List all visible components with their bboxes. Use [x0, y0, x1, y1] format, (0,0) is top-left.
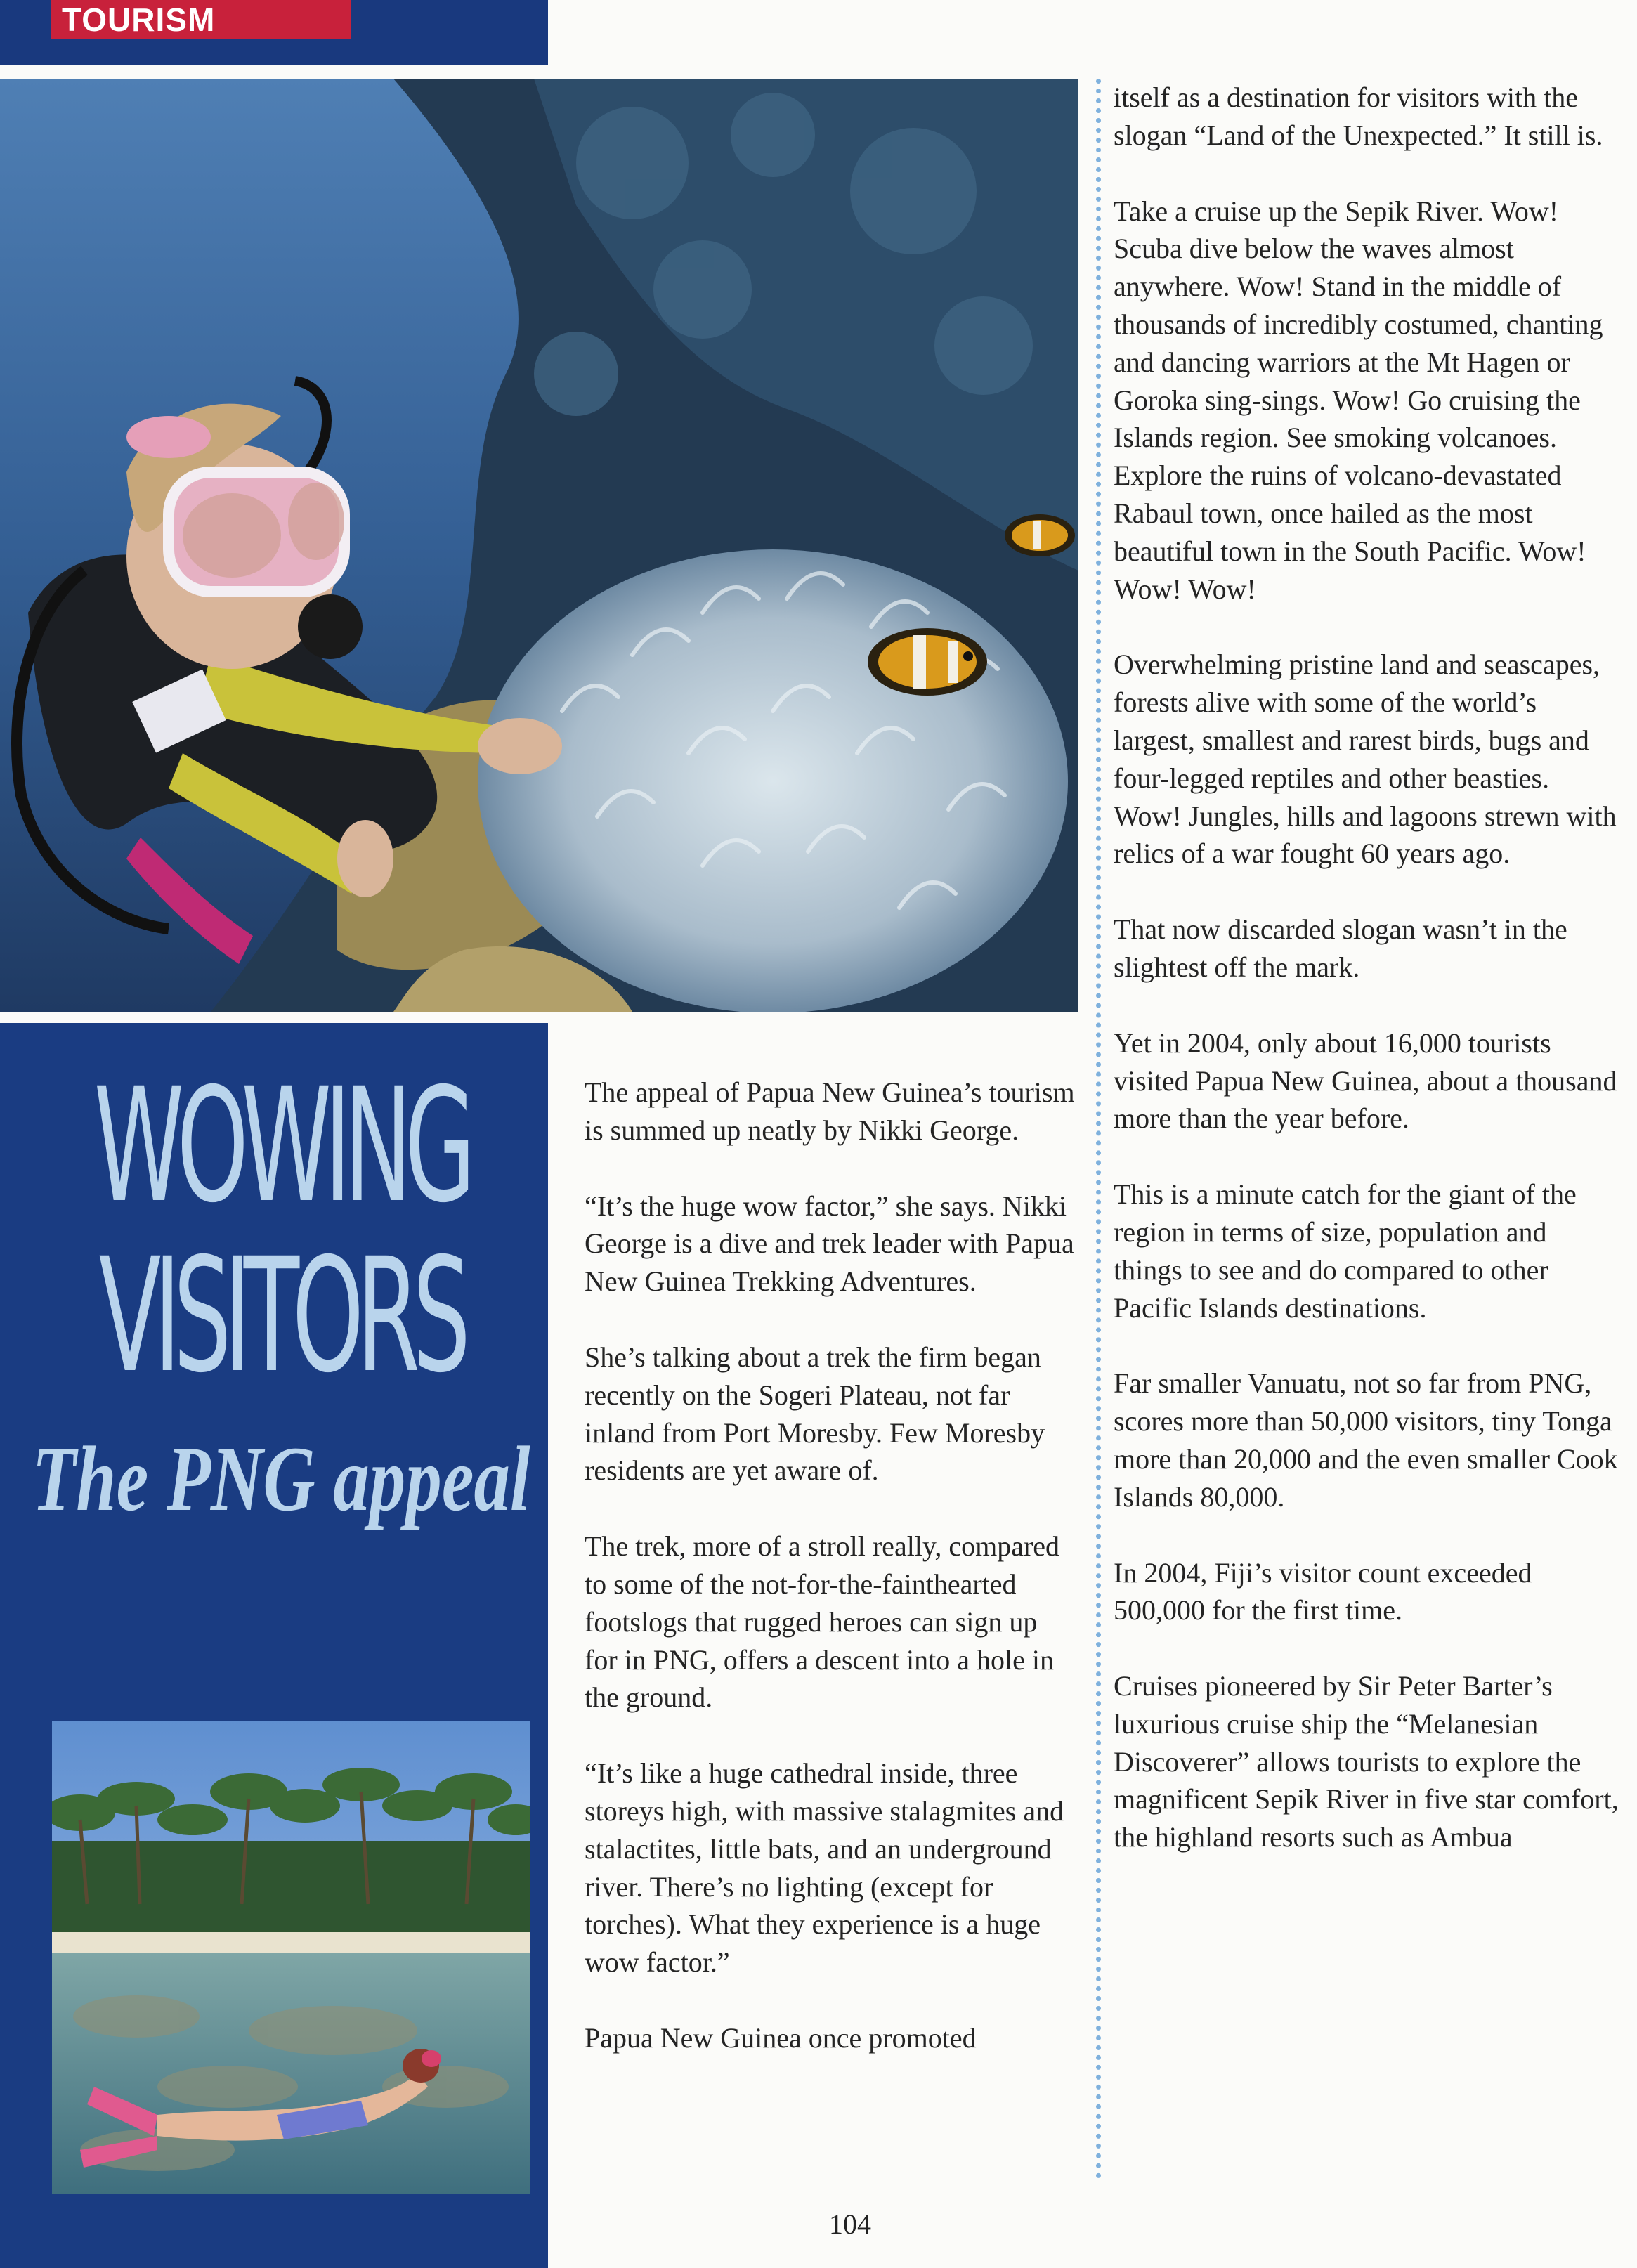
paragraph: This is a minute catch for the giant of the region in terms of size, population and things to see and do compared to other Pacific Islands destinations.	[1114, 1178, 1577, 1324]
subheadline	[32, 1426, 530, 1532]
headline-line-1: WOWING	[93, 1054, 469, 1237]
article-right-column	[1114, 79, 1619, 1894]
paragraph: “It’s like a huge cathedral inside, three storeys high, with massive stalagmites and stalactites, little bats, and an underground river. There’s no lighting (except for torches). What they experience is a huge wow factor.”	[585, 1757, 1064, 1979]
paragraph: “It’s the huge wow factor,” she says. Nikki George is a dive and trek leader with Papua New Guinea Trekking Adventures.	[585, 1190, 1074, 1298]
paragraph: Far smaller Vanuatu, not so far from PNG, scores more than 50,000 visitors, tiny Tonga more than 20,000 and the even smaller Cook Islands 80,000.	[1114, 1367, 1618, 1513]
section-tag: TOURISM	[51, 0, 351, 39]
paragraph: Take a cruise up the Sepik River. Wow! Scuba dive below the waves almost anywhere. Wow! Stand in the middle of thousands of incredibly costumed, chanting and dancing warriors at the Mt Hagen or Goroka sing-sings. Wow! Go cruising the Islands region. See smoking volcanoes. Explore the ruins of volcano-devastated Rabaul town, once hailed as the most beautiful town in the South Pacific. Wow! Wow! Wow!	[1114, 195, 1603, 605]
paragraph: Yet in 2004, only about 16,000 tourists visited Papua New Guinea, about a thousand more than the year before.	[1114, 1027, 1617, 1135]
column-divider	[1096, 79, 1101, 2179]
article-middle-column	[585, 1074, 1076, 2095]
page-number: 104	[829, 2208, 871, 2240]
paragraph: That now discarded slogan wasn’t in the slightest off the mark.	[1114, 913, 1567, 983]
headline-line-2: VISITORS	[98, 1224, 464, 1407]
scuba-diver-photo	[0, 79, 1078, 1012]
paragraph: She’s talking about a trek the firm began recently on the Sogeri Plateau, not far inland from Port Moresby. Few Moresby residents are yet aware of.	[585, 1341, 1045, 1487]
paragraph: Cruises pioneered by Sir Peter Barter’s luxurious cruise ship the “Melanesian Discoverer” allows tourists to explore the magnificent Sepik River in five star comfort, the highland resorts such as Ambua	[1114, 1670, 1619, 1853]
headline	[93, 1054, 469, 1407]
paragraph: The trek, more of a stroll really, compared to some of the not-for-the-fainthearted footslogs that rugged heroes can sign up for in PNG, offers a descent into a hole in the ground.	[585, 1530, 1060, 1714]
paragraph: Papua New Guinea once promoted	[585, 2021, 977, 2054]
snorkeller-lagoon-photo	[52, 1721, 530, 2194]
paragraph: itself as a destination for visitors with the slogan “Land of the Unexpected.” It still is.	[1114, 82, 1603, 151]
paragraph: Overwhelming pristine land and seascapes, forests alive with some of the world’s largest, smallest and rarest birds, bugs and four-legged reptiles and other beasties. Wow! Jungles, hills and lagoons strewn with relics of a war fought 60 years ago.	[1114, 649, 1617, 870]
subheadline-text: The PNG appeal	[32, 1427, 530, 1530]
paragraph: In 2004, Fiji’s visitor count exceeded 500,000 for the first time.	[1114, 1556, 1532, 1627]
paragraph: The appeal of Papua New Guinea’s tourism is summed up neatly by Nikki George.	[585, 1076, 1075, 1146]
